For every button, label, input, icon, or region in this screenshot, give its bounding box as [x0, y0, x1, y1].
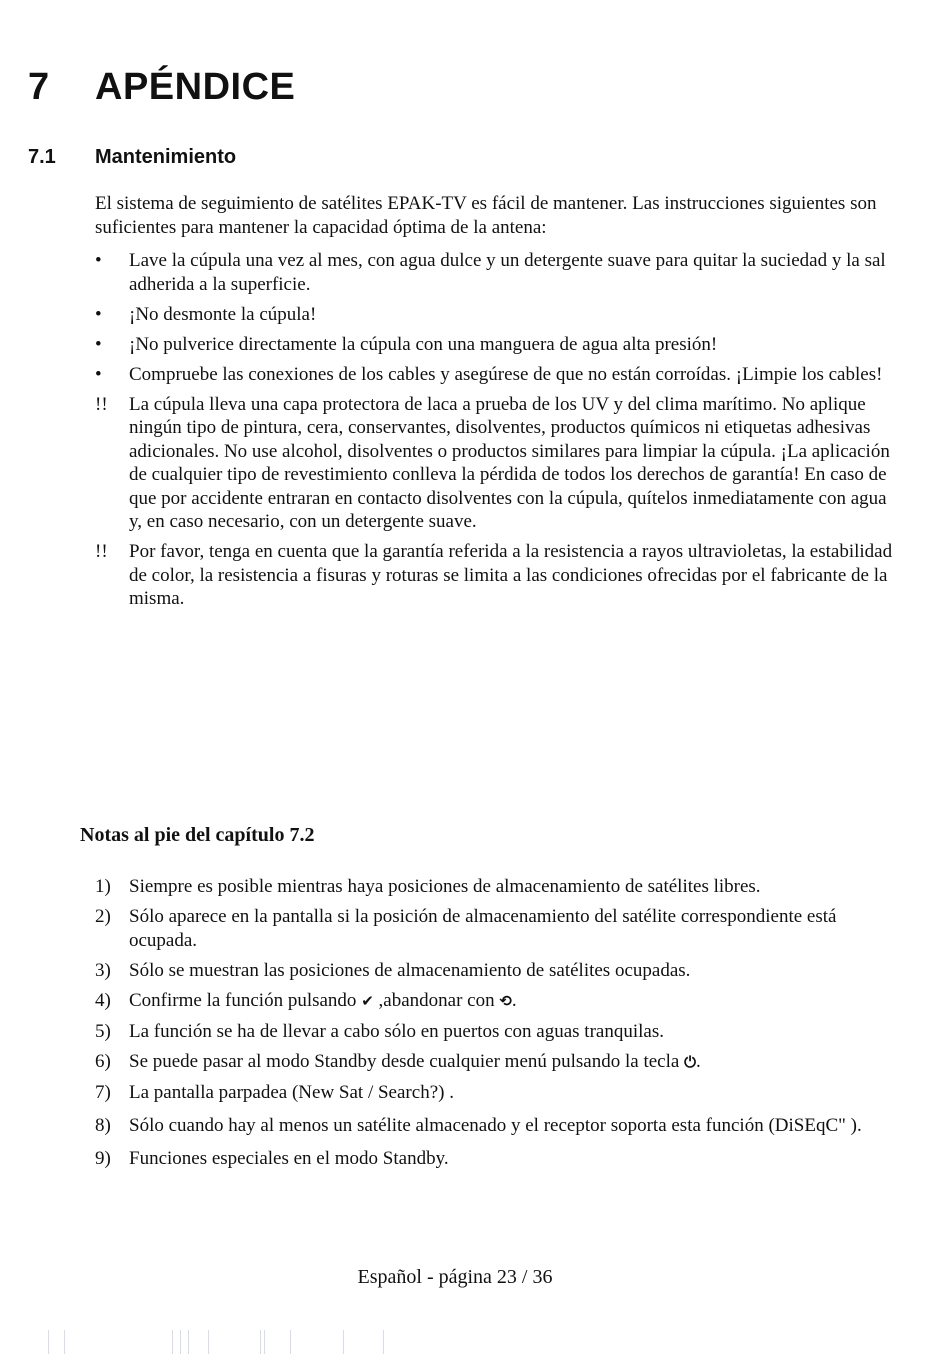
- warning-item: [95, 540, 895, 611]
- chapter-number: 7: [28, 66, 50, 108]
- list-item-text: Compruebe las conexiones de los cables y asegúrese de que no están corroídas. ¡Limpie los cables!: [129, 363, 883, 385]
- chapter-title: APÉNDICE: [95, 66, 296, 108]
- footnote-item: [95, 989, 895, 1014]
- list-item-text: ¡No desmonte la cúpula!: [129, 303, 317, 325]
- section-heading: [28, 146, 236, 169]
- footnote-text: Confirme la función pulsando: [129, 989, 362, 1011]
- footnote-number: 7): [95, 1081, 111, 1103]
- intro-paragraph: El sistema de seguimiento de satélites EPAK-TV es fácil de mantener. Las instrucciones siguientes son suficientes para mantener la capacidad óptima de la antena:: [95, 193, 877, 238]
- warning-text: La cúpula lleva una capa protectora de laca a prueba de los UV y del clima marítimo. No aplique ningún tipo de pintura, cera, conservantes, disolventes, productos químicos ni etiquetas adhesivas adicionales. No use alcohol, disolventes o productos similares para limpiar la cúpula. ¡La aplicación de cualquier tipo de revestimiento conlleva la pérdida de todos los derechos de garantía! En caso de que por accidente entraran en contacto disolventes con la cúpula, quítelos inmediatamente con agua y, en caso necesario, con un detergente suave.: [129, 393, 890, 532]
- footnote-text: ,abandonar con: [373, 989, 500, 1011]
- bullet-marker: •: [95, 363, 102, 385]
- footnote-number: 4): [95, 989, 111, 1011]
- footnote-text: Sólo aparece en la pantalla si la posición de almacenamiento del satélite correspondiente está ocupada.: [129, 906, 837, 951]
- warning-marker: !!: [95, 393, 108, 415]
- list-item-text: Lave la cúpula una vez al mes, con agua dulce y un detergente suave para quitar la suciedad y la sal adherida a la superficie.: [129, 250, 886, 295]
- scan-mark: [208, 1330, 209, 1354]
- footnote-number: 9): [95, 1148, 111, 1169]
- footnote-text: Sólo se muestran las posiciones de almacenamiento de satélites ocupadas.: [129, 959, 691, 981]
- footnote-number: 3): [95, 959, 111, 981]
- chapter-heading: [28, 66, 295, 109]
- bullet-marker: •: [95, 333, 102, 355]
- list-item: [95, 249, 895, 296]
- footnote-text: .: [511, 989, 517, 1011]
- footnote-item: [95, 1111, 895, 1141]
- footnote-item: [95, 1081, 895, 1105]
- warning-marker: !!: [95, 541, 108, 562]
- section-title: Mantenimiento: [95, 146, 237, 168]
- bullet-marker: •: [95, 303, 102, 325]
- footnote-text: La pantalla parpadea (New Sat / Search?) .: [129, 1081, 454, 1103]
- list-item: [95, 333, 895, 357]
- scan-mark: [343, 1330, 344, 1354]
- scan-mark: [264, 1330, 265, 1354]
- footnote-item: [95, 905, 895, 952]
- section-number: 7.1: [28, 146, 56, 168]
- footnote-item: [95, 1020, 895, 1044]
- scan-mark: [290, 1330, 291, 1354]
- scan-mark: [260, 1330, 261, 1354]
- footnotes-list: [95, 875, 895, 1177]
- maintenance-list: [95, 249, 895, 617]
- list-item: [95, 363, 895, 387]
- checkmark-icon: ✔: [361, 991, 374, 1010]
- scan-mark: [48, 1330, 49, 1354]
- scan-mark: [180, 1330, 181, 1354]
- footnote-item: [95, 1147, 895, 1171]
- footnote-text: Sólo cuando hay al menos un satélite almacenado y el receptor soporta esta función (DiSEqC" ).: [129, 1114, 862, 1136]
- footnote-text: La función se ha de llevar a cabo sólo en puertos con aguas tranquilas.: [129, 1020, 664, 1042]
- footnote-text: Siempre es posible mientras haya posiciones de almacenamiento de satélites libres.: [129, 876, 761, 897]
- footnote-item: [95, 1050, 895, 1075]
- footnote-text: Se puede pasar al modo Standby desde cualquier menú pulsando la tecla: [129, 1050, 685, 1072]
- list-item: [95, 303, 895, 327]
- footnote-number: 1): [95, 876, 111, 897]
- footnote-number: 5): [95, 1020, 111, 1042]
- footnote-number: 8): [95, 1114, 111, 1136]
- scan-marks: [0, 1330, 950, 1356]
- list-item-text: ¡No pulverice directamente la cúpula con una manguera de agua alta presión!: [129, 333, 718, 355]
- page-footer: Español - página 23 / 36: [357, 1266, 553, 1288]
- warning-text: Por favor, tenga en cuenta que la garantía referida a la resistencia a rayos ultravioletas, la estabilidad de color, la resistencia a fisuras y roturas se limita a las condiciones ofrecidas por el fabricante de la misma.: [129, 541, 893, 609]
- power-icon: ⏻: [684, 1052, 696, 1071]
- scan-mark: [172, 1330, 173, 1354]
- footnote-number: 6): [95, 1050, 111, 1072]
- footnotes-title: Notas al pie del capítulo 7.2: [80, 824, 315, 846]
- back-arrows-icon: ⟲: [499, 991, 512, 1010]
- footnote-text: .: [695, 1050, 701, 1072]
- scan-mark: [64, 1330, 65, 1354]
- warning-item: [95, 393, 895, 534]
- bullet-marker: •: [95, 250, 102, 271]
- footnote-number: 2): [95, 906, 111, 927]
- footnote-item: [95, 875, 895, 899]
- scan-mark: [188, 1330, 189, 1354]
- footnote-text: Funciones especiales en el modo Standby.: [129, 1148, 449, 1169]
- scan-mark: [383, 1330, 384, 1354]
- footnote-item: [95, 959, 895, 983]
